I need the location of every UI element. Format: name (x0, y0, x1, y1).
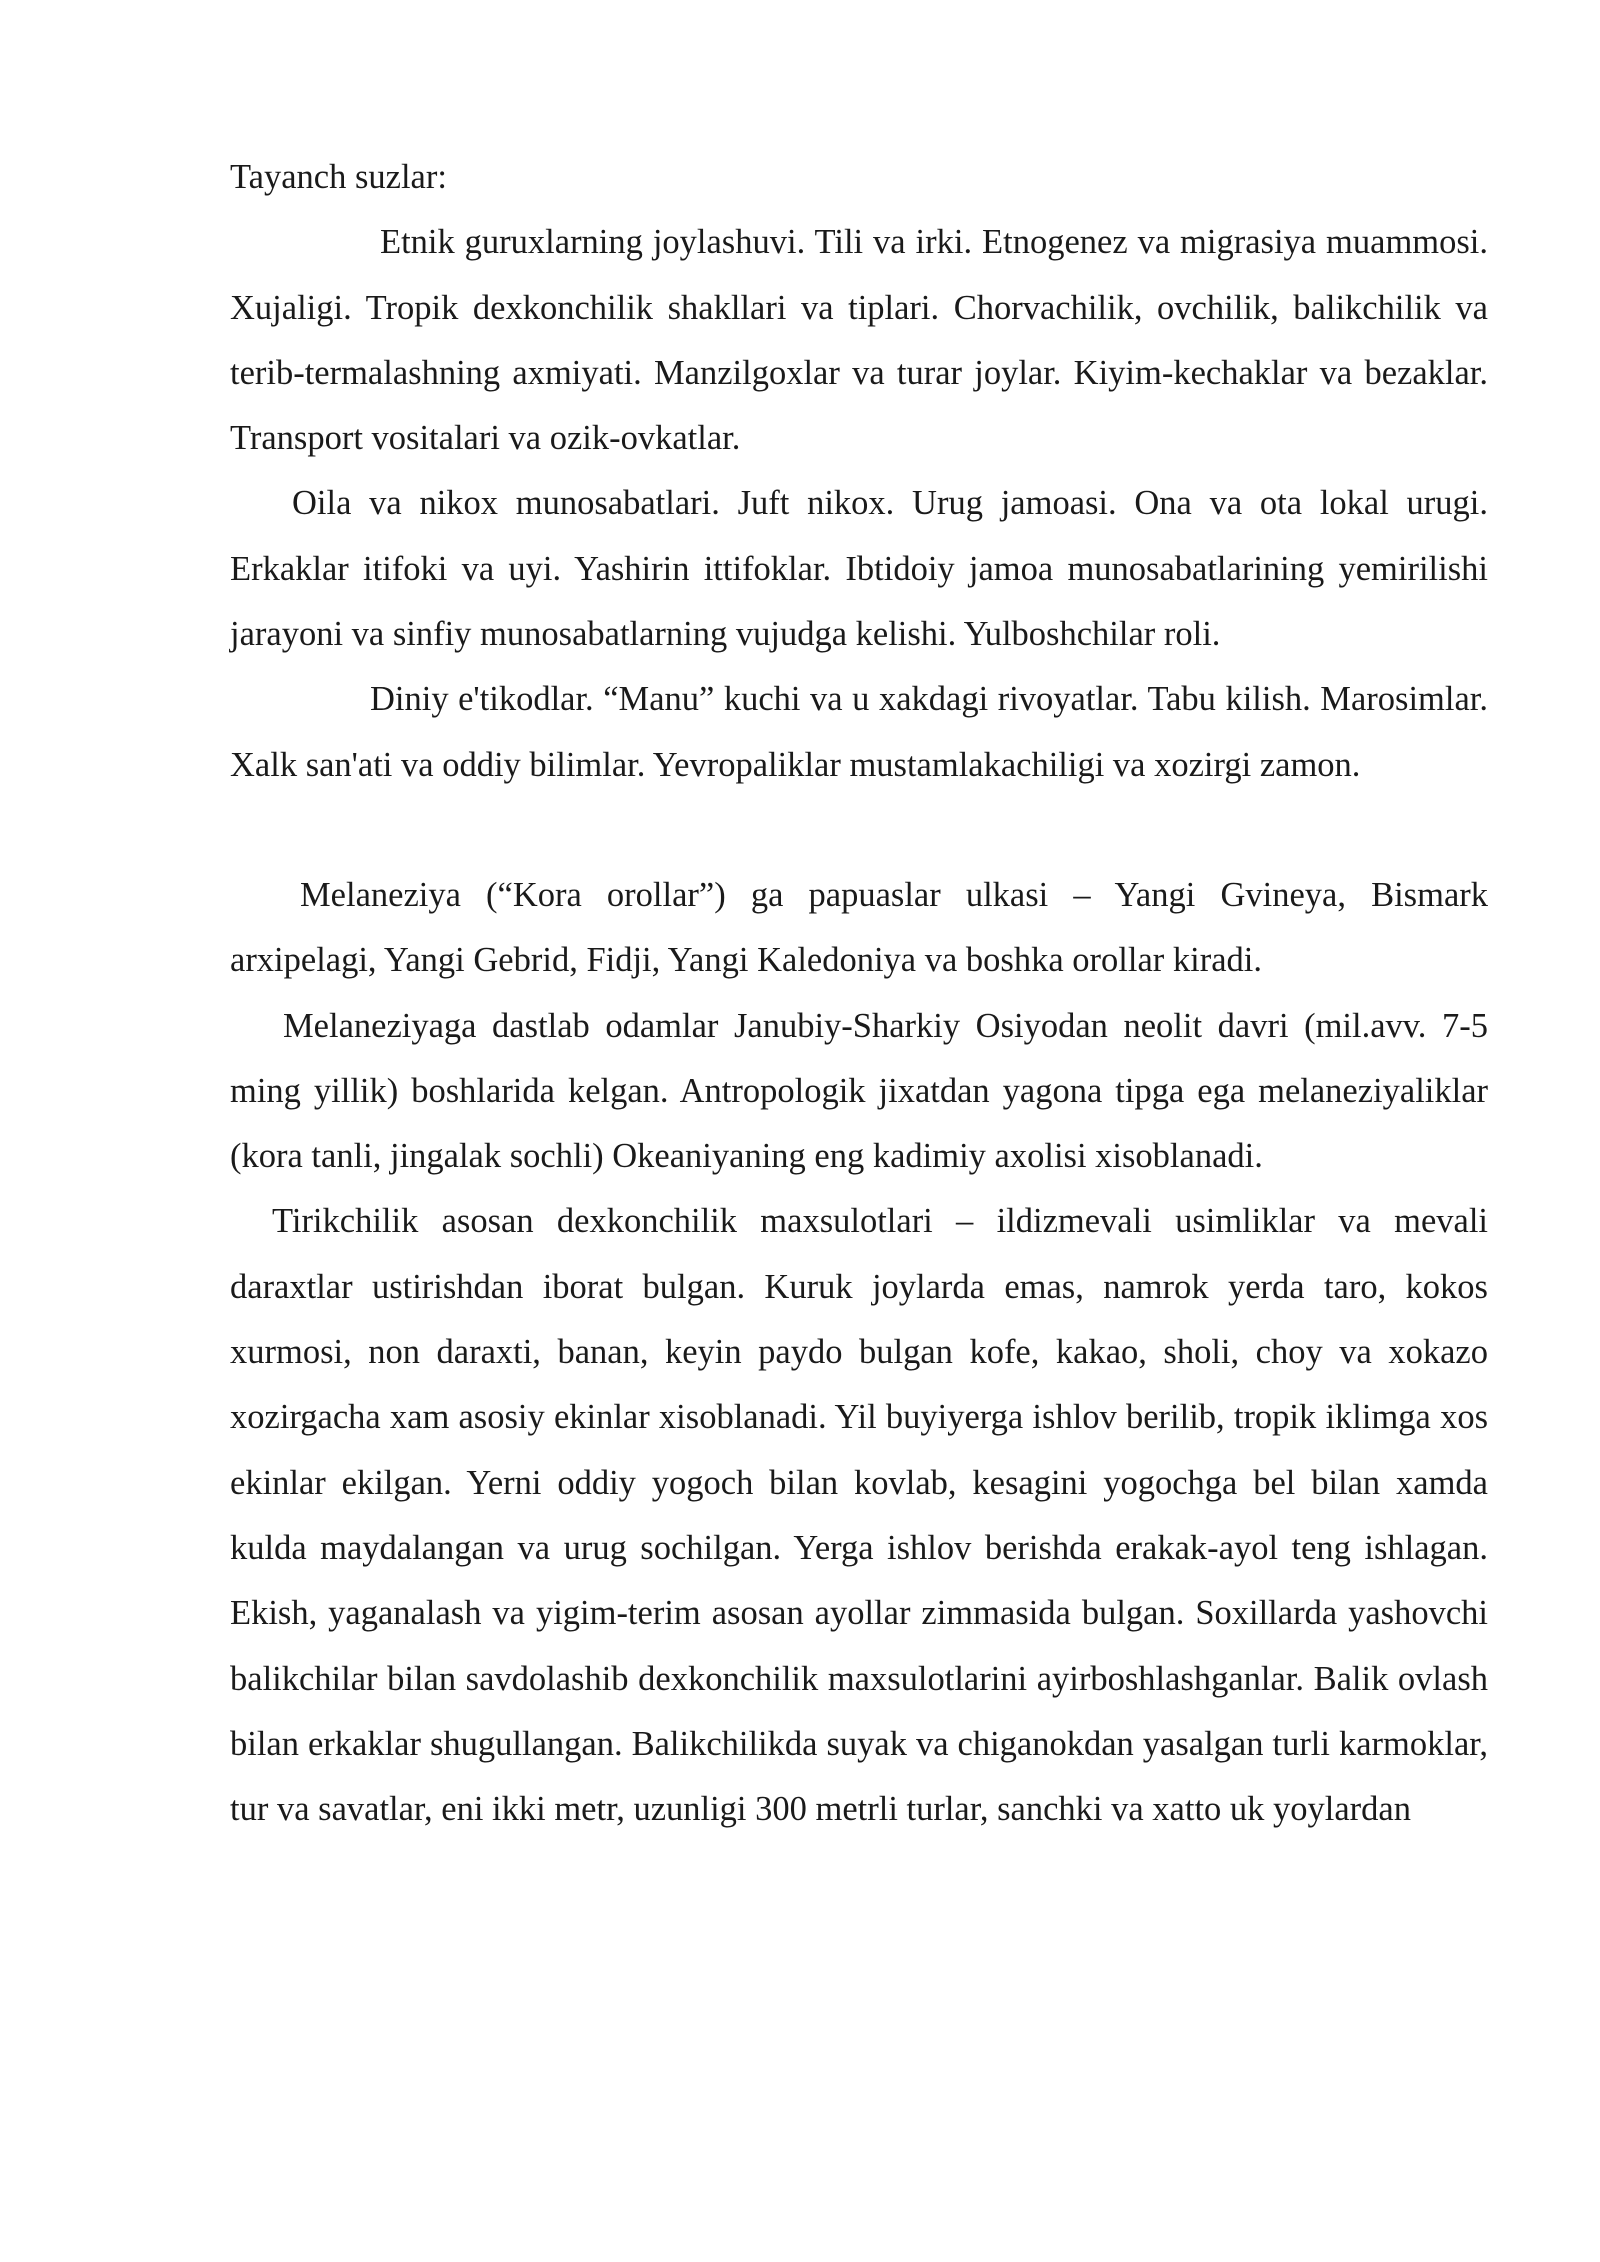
paragraph-melanesia-intro: Melaneziya (“Kora orollar”) ga papuaslar ulkasi – Yangi Gvineya, Bismark arxipelagi, Yangi Gebrid, Fidji, Yangi Kaledoniya va boshka orollar kiradi. (230, 875, 1488, 980)
keywords-heading: Tayanch suzlar: (230, 158, 447, 196)
blank-line (230, 798, 1488, 863)
paragraph-family-relations: Oila va nikox munosabatlari. Juft nikox. Urug jamoasi. Ona va ota lokal urugi. Erkaklar itifoki va uyi. Yashirin ittifoklar. Ibtidoiy jamoa munosabatlarining yemirilishi jarayoni va sinfiy munosabatlarning vujudga kelishi. Yulboshchilar roli. (230, 484, 1488, 654)
paragraph-melanesia-origin: Melaneziyaga dastlab odamlar Janubiy-Sharkiy Osiyodan neolit davri (mil.avv. 7-5 ming yillik) boshlarida kelgan. Antropologik jixatdan yagona tipga ega melaneziyaliklar (kora tanli, jingalak sochli) Okeaniyaning eng kadimiy axolisi xisoblanadi. (230, 1006, 1488, 1176)
paragraph-beliefs: Diniy e'tikodlar. “Manu” kuchi va u xakdagi rivoyatlar. Tabu kilish. Marosimlar. Xalk san'ati va oddiy bilimlar. Yevropaliklar mustamlakachiligi va xozirgi zamon. (230, 680, 1488, 784)
document-page (230, 145, 1488, 1842)
paragraph-ethnic-groups: Etnik guruxlarning joylashuvi. Tili va irki. Etnogenez va migrasiya muammosi. Xujaligi. Tropik dexkonchilik shakllari va tiplari. Chorvachilik, ovchilik, balikchilik va terib-termalashning axmiyati. Manzilgoxlar va turar joylar. Kiyim-kechaklar va bezaklar. Transport vositalari va ozik-ovkatlar. (230, 223, 1488, 458)
paragraph-subsistence: Tirikchilik asosan dexkonchilik maxsulotlari – ildizmevali usimliklar va mevali daraxtlar ustirishdan iborat bulgan. Kuruk joylarda emas, namrok yerda taro, kokos xurmosi, non daraxti, banan, keyin paydo bulgan kofe, kakao, sholi, choy va xokazo xozirgacha xam asosiy ekinlar xisoblanadi. Yil buyiyerga ishlov berilib, tropik iklimga xos ekinlar ekilgan. Yerni oddiy yogoch bilan kovlab, kesagini yogochga bel bilan xamda kulda maydalangan va urug sochilgan. Yerga ishlov berishda erakak-ayol teng ishlagan. Ekish, yaganalash va yigim-terim asosan ayollar zimmasida bulgan. Soxillarda yashovchi balikchilar bilan savdolashib dexkonchilik maxsulotlarini ayirboshlashganlar. Balik ovlash bilan erkaklar shugullangan. Balikchilikda suyak va chiganokdan yasalgan turli karmoklar, tur va savatlar, eni ikki metr, uzunligi 300 metrli turlar, sanchki va xatto uk yoylardan (230, 1202, 1488, 1829)
